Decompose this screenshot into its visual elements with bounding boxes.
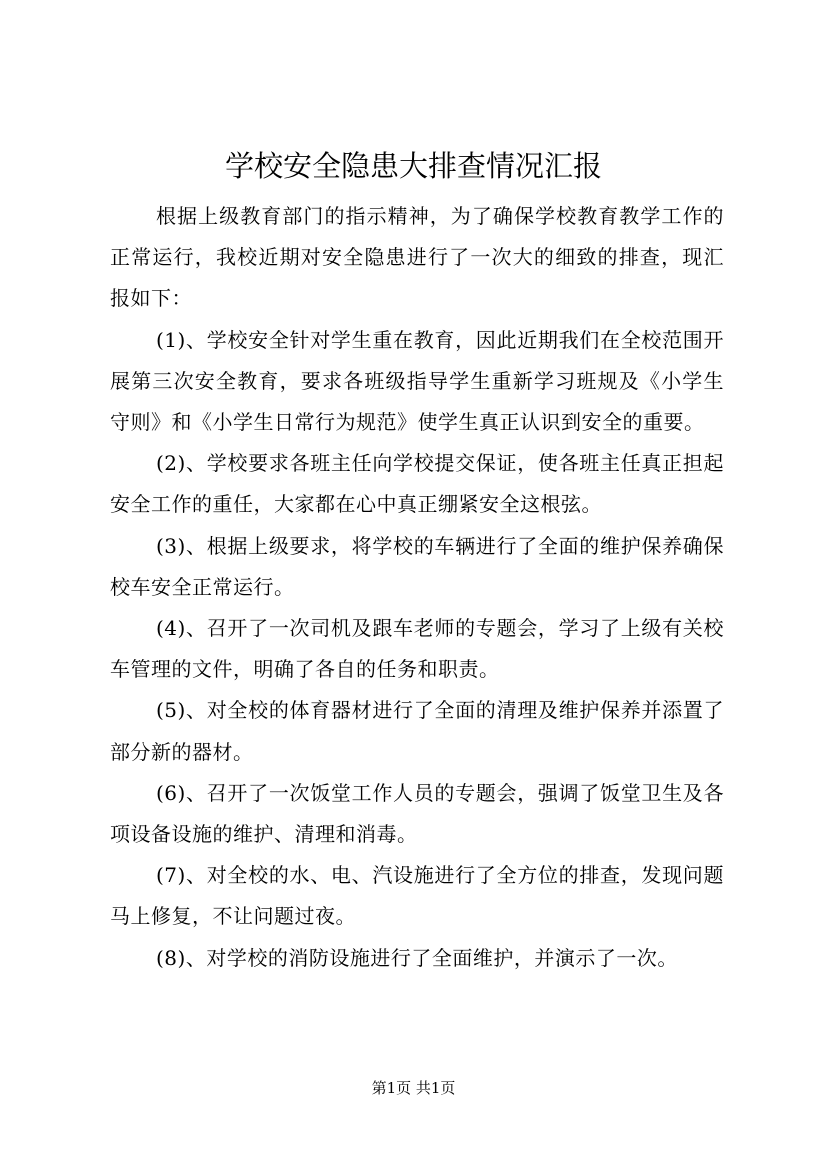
page-footer: 第1页 共1页 xyxy=(371,1079,456,1097)
item-paragraph-4: (4)、召开了一次司机及跟车老师的专题会，学习了上级有关校车管理的文件，明确了各自的任务和职责。 xyxy=(110,616,724,682)
item-paragraph-5: (5)、对全校的体育器材进行了全面的清理及维护保养并添置了部分新的器材。 xyxy=(110,698,724,764)
document-title: 学校安全隐患大排查情况汇报 xyxy=(224,149,602,183)
intro-paragraph: 根据上级教育部门的指示精神，为了确保学校教育教学工作的正常运行，我校近期对安全隐患进行了一次大的细致的排查，现汇报如下： xyxy=(110,204,724,311)
item-paragraph-3: (3)、根据上级要求，将学校的车辆进行了全面的维护保养确保校车安全正常运行。 xyxy=(110,533,724,599)
item-paragraph-8: (8)、对学校的消防设施进行了全面维护，并演示了一次。 xyxy=(156,945,678,970)
item-paragraph-2: (2)、学校要求各班主任向学校提交保证，使各班主任真正担起安全工作的重任，大家都在心中真正绷紧安全这根弦。 xyxy=(110,451,724,517)
document-body xyxy=(110,196,724,979)
item-paragraph-1: (1)、学校安全针对学生重在教育，因此近期我们在全校范围开展第三次安全教育，要求各班级指导学生重新学习班规及《小学生守则》和《小学生日常行为规范》使学生真正认识到安全的重要。 xyxy=(110,327,724,435)
item-paragraph-6: (6)、召开了一次饭堂工作人员的专题会，强调了饭堂卫生及各项设备设施的维护、清理和消毒。 xyxy=(110,780,724,847)
item-paragraph-7: (7)、对全校的水、电、汽设施进行了全方位的排查，发现问题马上修复，不让问题过夜。 xyxy=(110,863,724,929)
